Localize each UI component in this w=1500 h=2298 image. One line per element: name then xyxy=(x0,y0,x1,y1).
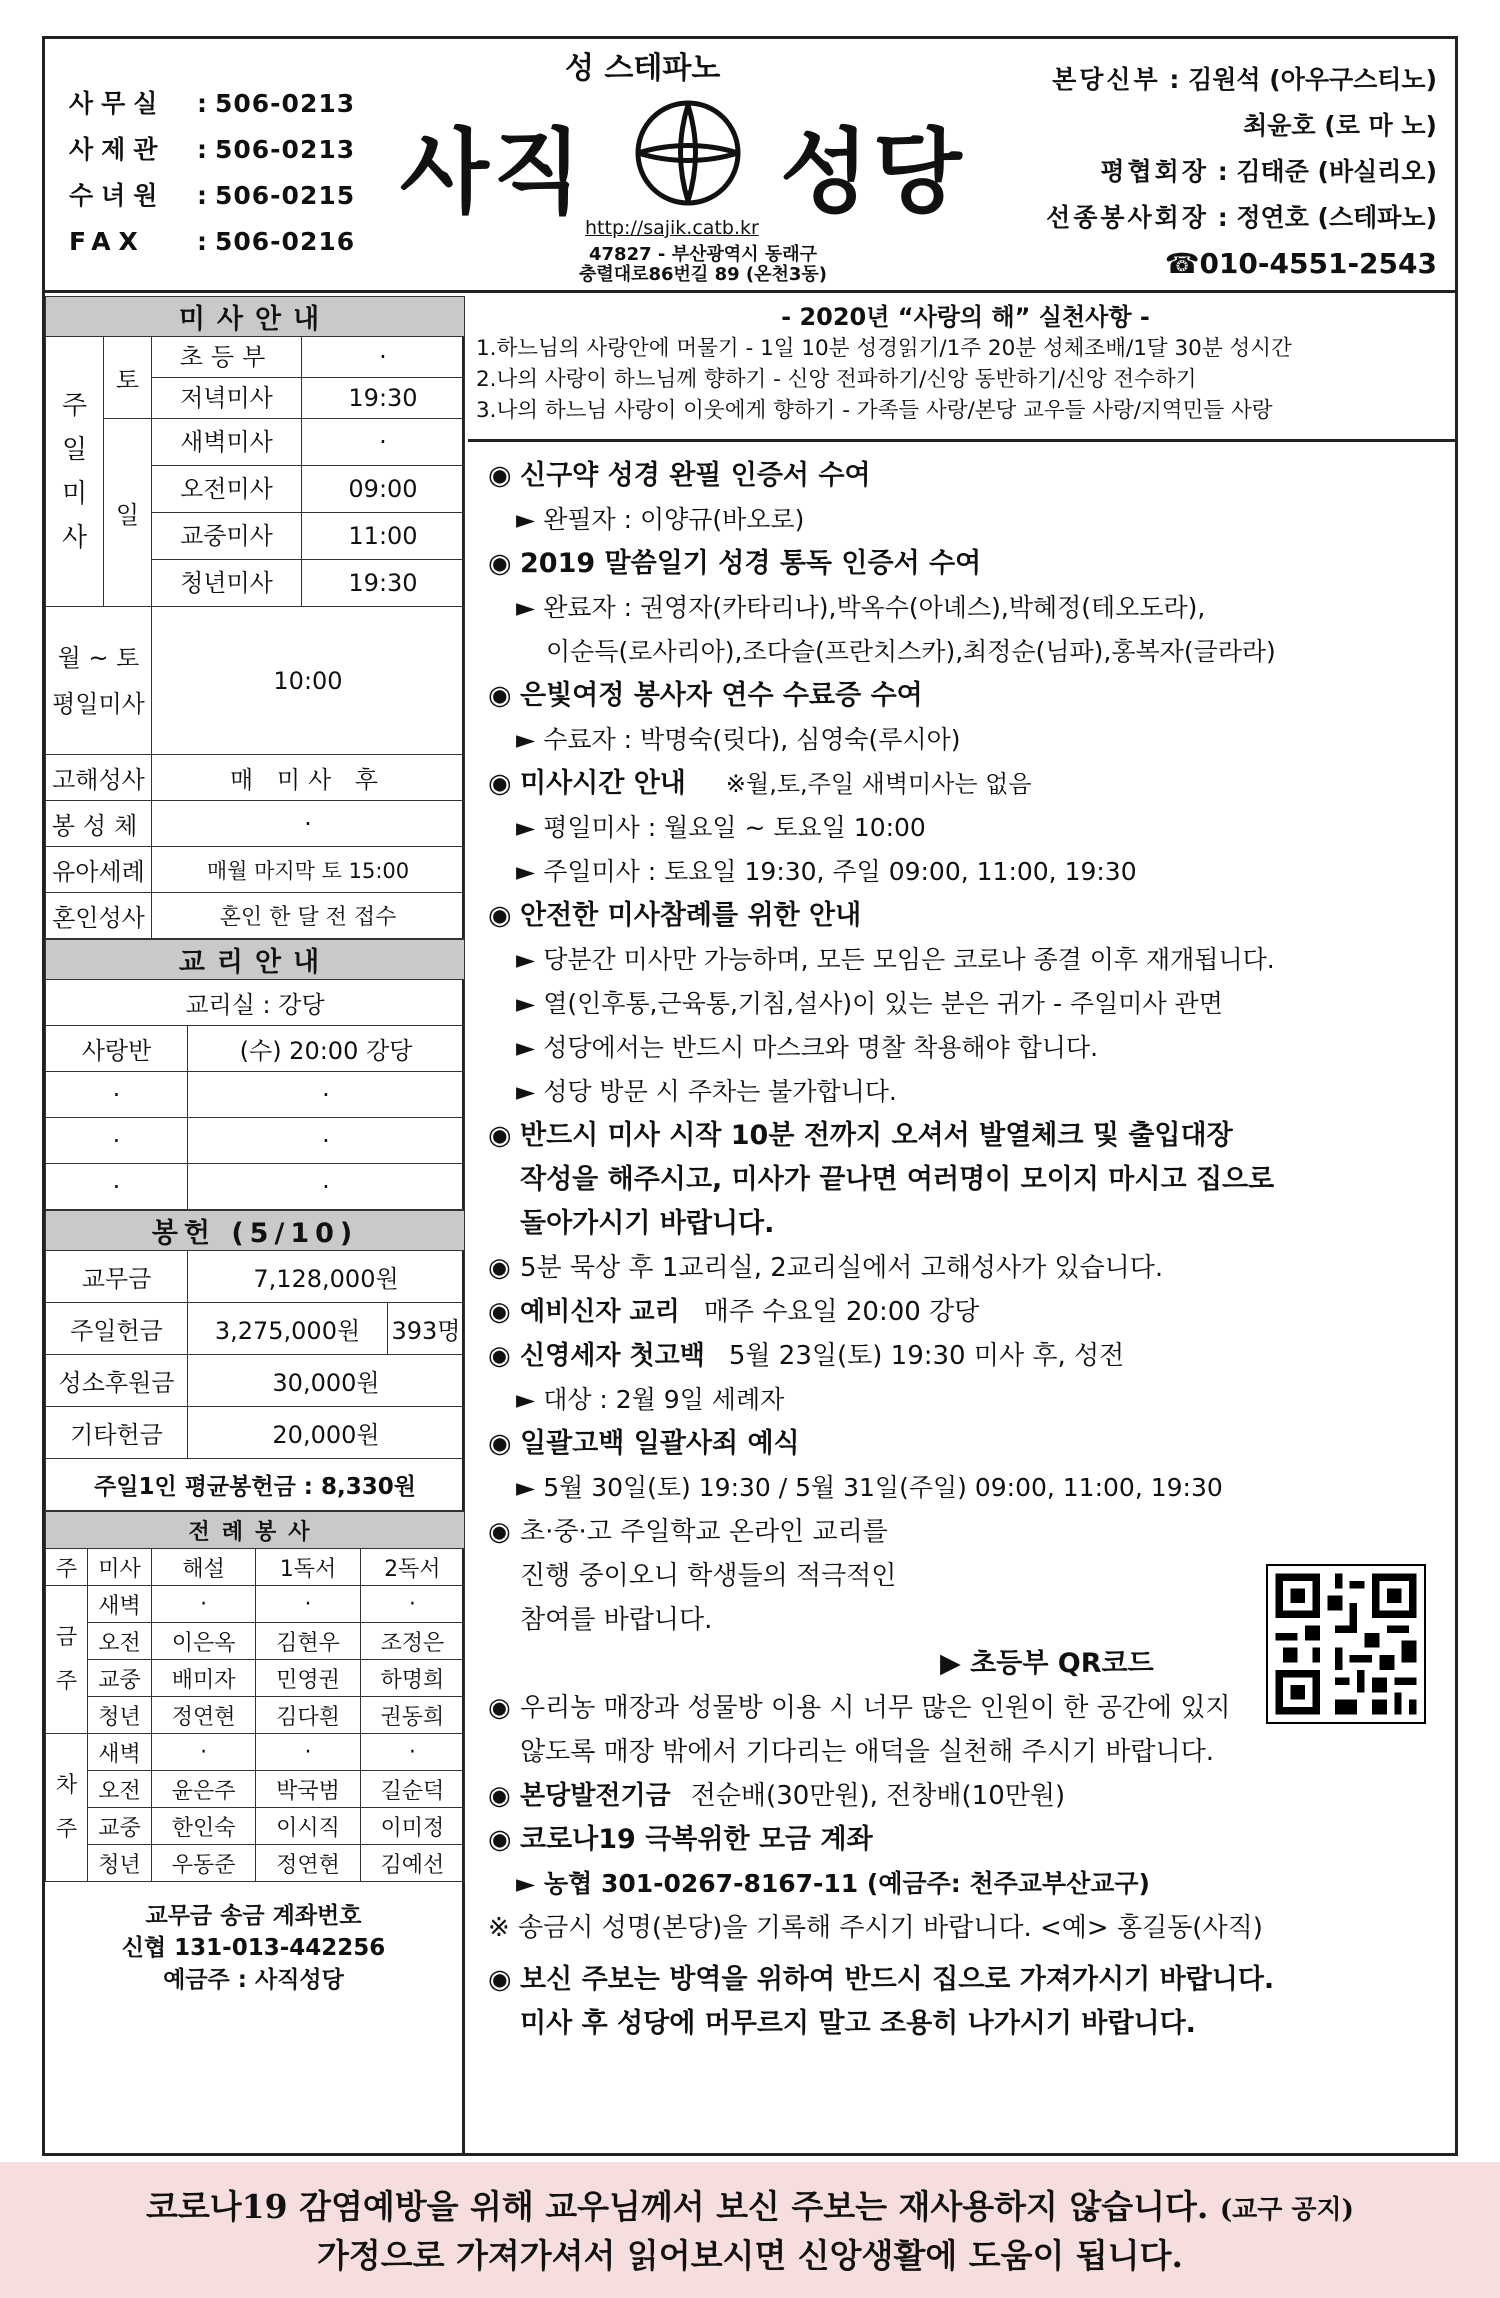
practice-item: 1.하느님의 사랑안에 머물기 - 1일 10분 성경읽기/1주 20분 성체조배/1달 30분 성시간 xyxy=(476,336,1292,361)
notice-heading: ◉ 2019 말씀일기 성경 통독 인증서 수여 xyxy=(488,548,982,579)
bulletin-frame xyxy=(42,36,1458,2156)
bulletin-header xyxy=(45,39,1455,293)
notice-heading: ◉ 은빛여정 봉사자 연수 수료증 수여 xyxy=(488,680,923,711)
phone-number: ☎010-4551-2543 xyxy=(1164,247,1437,280)
contact-value: 506-0213 xyxy=(215,135,356,164)
clergy-name: 정연호 (스테파노) xyxy=(1236,203,1437,232)
notice-list: ◉ 신구약 성경 완필 인증서 수여 ► 완필자 : 이양규(바오로) ◉ 2019 말씀일기 성경 통독 인증서 수여 ► 완료자 : 권영자(카타리나),박옥수(아녜스),박혜정(테오도라), 이순득(로사리아),조다슬(프란치스카),최정순(님파),홍복자(글라라) ◉ 은빛여정 봉사자 연수 수료증 수여 ► 수료자 : 박명숙(릿다), 심영숙(루시아) ◉ 미사시간 안내 ※월,토,주일 새벽미사는 없음 ► 평일미사 : 월요일 ~ 토요일 10:00 ► 주일미사 : 토요일 19:30, 주일 09:00, 11:00, 19:30 ◉ 안전한 미사참례를 위한 안내 ► 당분간 미사만 가능하며, 모든 모임은 코로나 종결 이후 재개됩니다. ► 열(인후통,근육통,기침,설사)이 있는 분은 귀가 - 주일미사 관면 ► 성당에서는 반드시 마스크와 명찰 착용해야 합니다. ► 성당 방문 시 주차는 불가합니다. ◉ 반드시 미사 시작 10분 전까지 오셔서 발열체크 및 출입대장 작성을 해주시고, 미사가 끝나면 여러명이 모이지 마시고 집으로 돌아가시기 바랍니다. ◉ 5분 묵상 후 1교리실, 2교리실에서 고해성사가 있습니다. ◉ 예비신자 교리 매주 수요일 20:00 강당 ◉ 신영세자 첫고백 5월 23일(토) 19:30 미사 후, 성전 ► 대상 : 2월 9일 세례자 ◉ 일괄고백 일괄사죄 예식 ► 5월 30일(토) 19:30 / 5월 31일(주일) 09:00, 11:00, 19:30 ◉ 초·중·고 주일학교 온라인 교리를 진행 중이오니 학생들의 적극적인 참여를 바랍니다. ▶ 초등부 QR코드 ◉ 우리농 매장과 성물방 이용 시 너무 많은 인원이 한 공간에 있지 않도록 매장 밖에서 기다리는 애덕을 실천해 주시기 바랍니다. ◉ 본당발전기금 전순배(30만원), 전창배(10만원) ◉ 코로나19 극복위한 모금 계좌 ► 농협 301-0267-8167-11 (예금주: 천주교부산교구) ※ 송금시 성명(본당)을 기록해 주시기 바랍니다. <예> 홍길동(사직) ◉ 보신 주보는 방역을 위하여 반드시 집으로 가져가시기 바랍니다. 미사 후 성당에 머무르지 말고 조용히 나가시기 바랍니다. xyxy=(468,442,1455,2046)
qr-code-icon[interactable] xyxy=(1266,1564,1426,1724)
clergy-name: 김태준 (바실리오) xyxy=(1236,157,1437,186)
weekday-mass-label: 월 ~ 토 평일미사 xyxy=(46,607,152,755)
contact-value: 506-0215 xyxy=(215,181,356,210)
offering-table: 봉헌 (5/10) 교무금 7,128,000원 주일헌금 3,275,000원 393명 성소후원금 30,000원 기타헌금 20,000원 주일1인 평균봉헌금 : 8,330원 xyxy=(45,1210,465,1511)
this-week-label: 금 주 xyxy=(46,1586,88,1734)
sunday-label: 일 xyxy=(104,419,152,607)
notice-heading: ◉ 보신 주보는 방역을 위하여 반드시 집으로 가져가시기 바랍니다. xyxy=(488,1964,1275,1995)
notice-item: ◉ 우리농 매장과 성물방 이용 시 너무 많은 인원이 한 공간에 있지 xyxy=(488,1693,1231,1723)
mass-heading: 미사안내 xyxy=(46,297,465,337)
notice-item: ◉ 예비신자 교리 매주 수요일 20:00 강당 xyxy=(488,1297,980,1327)
footer-notice: 코로나19 감염예방을 위해 교우님께서 보신 주보는 재사용하지 않습니다. (교구 공지) 가정으로 가져가셔서 읽어보시면 신앙생활에 도움이 됩니다. xyxy=(0,2162,1500,2298)
practice-item: 2.나의 사랑이 하느님께 향하기 - 신앙 전파하기/신앙 동반하기/신앙 전수하기 xyxy=(476,367,1197,392)
parish-subtitle: 성 스테파노 xyxy=(565,51,721,86)
notice-item: ◉ 본당발전기금 전순배(30만원), 전창배(10만원) xyxy=(488,1781,1066,1811)
notice-heading: ◉ 안전한 미사참례를 위한 안내 xyxy=(488,900,862,931)
parish-address: 47827 - 부산광역시 동래구 충렬대로86번길 89 (온천3동) xyxy=(578,244,828,285)
main-content xyxy=(468,296,1455,2046)
left-sidebar xyxy=(45,296,465,2156)
average-offering: 주일1인 평균봉헌금 : 8,330원 xyxy=(46,1459,465,1511)
contact-list xyxy=(69,81,355,265)
doctrine-table: 교리안내 교리실 : 강당 사랑반 (수) 20:00 강당 · · · · · · xyxy=(45,939,465,1210)
sunday-mass-label: 주 일 미 사 xyxy=(46,337,104,607)
liturgy-heading: 전례봉사 xyxy=(46,1512,465,1549)
notice-heading: ◉ 일괄고백 일괄사죄 예식 xyxy=(488,1428,800,1459)
notice-heading: ◉ 미사시간 안내 ※월,토,주일 새벽미사는 없음 xyxy=(488,768,1032,799)
contact-value: 506-0216 xyxy=(215,227,356,256)
parish-title-left: 사직 xyxy=(400,119,586,226)
saturday-label: 토 xyxy=(104,337,152,419)
qr-label: ▶ 초등부 QR코드 xyxy=(940,1648,1154,1679)
clergy-name: 김원석 (아우구스티노) xyxy=(1188,65,1437,94)
notice-heading: ◉ 코로나19 극복위한 모금 계좌 xyxy=(488,1824,873,1855)
clergy-name: 최윤호 (로 마 노) xyxy=(1243,111,1437,140)
next-week-label: 차 주 xyxy=(46,1734,88,1882)
year-practice-box: - 2020년 “사랑의 해” 실천사항 - 1.하느님의 사랑안에 머물기 - 1일 10분 성경읽기/1주 20분 성체조배/1달 30분 성시간 2.나의 사랑이 하느님께 향하기 - 신앙 전파하기/신앙 동반하기/신앙 전수하기 3.나의 하느님 사랑이 이웃에게 향하기 - 가족들 사랑/본당 교우들 사랑/지역민들 사랑 xyxy=(468,296,1455,442)
notice-item: ◉ 신영세자 첫고백 5월 23일(토) 19:30 미사 후, 성전 xyxy=(488,1341,1125,1371)
contact-value: 506-0213 xyxy=(215,89,356,118)
weekday-mass-time: 10:00 xyxy=(152,607,465,755)
doctrine-heading: 교리안내 xyxy=(46,940,465,980)
notice-heading: ◉ 신구약 성경 완필 인증서 수여 xyxy=(488,460,871,491)
notice-item: ◉ 5분 묵상 후 1교리실, 2교리실에서 고해성사가 있습니다. xyxy=(488,1253,1164,1283)
cross-logo-icon xyxy=(630,97,746,209)
notice-item: ◉ 초·중·고 주일학교 온라인 교리를 xyxy=(488,1517,888,1547)
liturgy-table: 전례봉사 주 미사 해설 1독서 2독서 금 주 새벽 · · · 오전 이은옥 김현우 조정은 교중 배미자 민영권 하명희 청년 정연현 김다흰 권동희 차 주 새벽 · · · 오전 윤은주 박국범 길순덕 교중 한인숙 이시직 이미정 청년 우동준 정연현 김예선 xyxy=(45,1511,465,1882)
offering-heading: 봉헌 (5/10) xyxy=(46,1211,465,1251)
mass-schedule-table: 미사안내 주 일 미 사 토 초등부 · 저녁미사 19:30 일 새벽미사 · 오전미사 09:00 교중미사 11:00 청년미사 19:30 월 ~ 토 평일미사 10:00 고해성사 매 미사 후 봉성체 · 유아세례 매월 마지막 토 15:00 혼인성사 혼인 한 달 전 접수 xyxy=(45,296,465,939)
contact-row: 사무실 : 506-0213 xyxy=(69,81,355,127)
parish-title-right: 성당 xyxy=(780,119,966,226)
notice-heading: ◉ 반드시 미사 시작 10분 전까지 오셔서 발열체크 및 출입대장 xyxy=(488,1120,1233,1151)
bank-account-info: 교무금 송금 계좌번호 신협 131-013-442256 예금주 : 사직성당 xyxy=(121,1903,386,1993)
website-link[interactable]: http://sajik.catb.kr xyxy=(585,217,759,239)
contact-row: FAX : 506-0216 xyxy=(69,219,355,265)
clergy-list: 본당신부 : 김원석 (아우구스티노) 최윤호 (로 마 노) 평협회장 : 김태준 (바실리오) 선종봉사회장 : 정연호 (스테파노) ☎010-4551-2543 xyxy=(1046,57,1437,287)
practice-item: 3.나의 하느님 사랑이 이웃에게 향하기 - 가족들 사랑/본당 교우들 사랑/지역민들 사랑 xyxy=(476,398,1273,423)
contact-row: 사제관 : 506-0213 xyxy=(69,127,355,173)
contact-row: 수녀원 : 506-0215 xyxy=(69,173,355,219)
